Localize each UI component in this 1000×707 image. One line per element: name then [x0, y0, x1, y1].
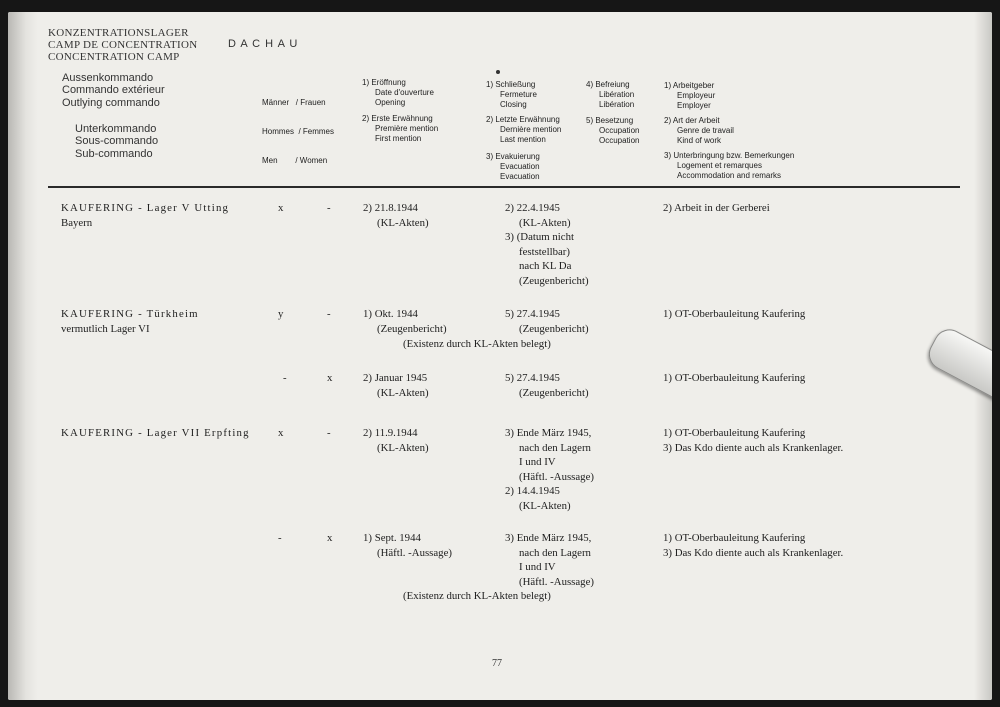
header-liberation	[586, 80, 634, 109]
opening-cell-r3	[363, 371, 429, 400]
women-mark: x	[327, 372, 333, 384]
remarks-line: 3) Das Kdo diente auch als Krankenlager.	[663, 441, 844, 454]
women-mark: x	[327, 532, 333, 544]
unter-en: Sub-commando	[75, 147, 153, 160]
header-kind-of-work	[664, 116, 734, 145]
header-accommodation-en: Accommodation and remarks	[677, 170, 782, 180]
closing-line: (Zeugenbericht)	[519, 322, 589, 335]
opening-line: 1) Okt. 1944	[363, 308, 418, 320]
header-closing-de: 1) Schließung	[486, 80, 536, 89]
closing-line: 5) 27.4.1945	[505, 308, 560, 320]
header-first-mention-fr: Première mention	[375, 123, 439, 133]
header-employer-en: Employer	[677, 100, 711, 110]
opening-line: 2) 11.9.1944	[363, 427, 418, 439]
header-evacuation-en: Evacuation	[500, 171, 540, 181]
opening-line: (KL-Akten)	[377, 216, 429, 229]
opening-line: 2) 21.8.1944	[363, 202, 418, 214]
closing-line: (Zeugenbericht)	[519, 274, 589, 287]
page-gutter-shadow	[8, 12, 38, 700]
closing-line: (Häftl. -Aussage)	[519, 470, 594, 483]
header-last-mention-fr: Dernière mention	[500, 124, 562, 134]
header-accommodation-de: 3) Unterbringung bzw. Bemerkungen	[664, 151, 795, 160]
header-opening-de: 1) Eröffnung	[362, 78, 406, 87]
unter-fr: Sous-commando	[75, 135, 159, 148]
entry-title: KAUFERING - Lager VII Erpfting	[61, 427, 250, 439]
header-occupation	[586, 116, 639, 145]
closing-cell-r3	[505, 371, 589, 400]
remarks-line: 1) OT-Oberbauleitung Kaufering	[663, 308, 806, 320]
remarks-line: 1) OT-Oberbauleitung Kaufering	[663, 532, 806, 544]
closing-line: 3) Ende März 1945,	[505, 532, 592, 544]
closing-line: feststellbar)	[519, 245, 570, 258]
closing-line: nach KL Da	[519, 260, 572, 273]
closing-line: I und IV	[519, 456, 556, 469]
header-liberation-de: 4) Befreiung	[586, 80, 630, 89]
header-last-mention-en: Last mention	[500, 134, 546, 144]
closing-cell-r1	[505, 201, 589, 289]
aussen-en: Outlying commando	[62, 96, 160, 109]
header-accommodation	[664, 151, 794, 180]
opening-cell-r1	[363, 201, 429, 230]
opening-cell-r4	[363, 426, 429, 455]
header-first-mention-en: First mention	[375, 133, 422, 143]
gender-header	[262, 78, 334, 186]
page-number: 77	[492, 658, 502, 669]
header-employer-de: 1) Arbeitgeber	[664, 81, 715, 90]
existence-note-r5: (Existenz durch KL-Akten belegt)	[403, 590, 551, 602]
header-occupation-en: Occupation	[599, 135, 640, 145]
closing-line: 3) (Datum nicht	[505, 231, 574, 244]
header-liberation-fr: Libération	[599, 89, 635, 99]
remarks-cell-r3	[663, 371, 805, 386]
header-closing-en: Closing	[500, 99, 527, 109]
remarks-line: 3) Das Kdo diente auch als Krankenlager.	[663, 546, 844, 559]
remarks-line: 1) OT-Oberbauleitung Kaufering	[663, 372, 806, 384]
remarks-line: 2) Arbeit in der Gerberei	[663, 202, 770, 214]
gender-en: Men / Women	[262, 156, 328, 166]
header-employer-fr: Employeur	[677, 90, 716, 100]
unter-de: Unterkommando	[75, 123, 157, 135]
entry-title: KAUFERING - Lager V Utting	[61, 202, 230, 214]
camp-label-en: CONCENTRATION CAMP	[48, 51, 180, 64]
women-mark: -	[327, 427, 331, 439]
opening-line: 1) Sept. 1944	[363, 532, 421, 544]
header-opening	[362, 78, 434, 107]
remarks-cell-r2	[663, 307, 805, 322]
header-employer	[664, 81, 715, 110]
header-occupation-fr: Occupation	[599, 125, 640, 135]
opening-line: (KL-Akten)	[377, 441, 429, 454]
header-occupation-de: 5) Besetzung	[586, 116, 634, 125]
aussen-de: Aussenkommando	[62, 72, 154, 84]
closing-line: (KL-Akten)	[519, 499, 571, 512]
header-accommodation-fr: Logement et remarques	[677, 160, 762, 170]
header-last-mention-de: 2) Letzte Erwähnung	[486, 115, 560, 124]
camp-name: D A C H A U	[228, 38, 299, 50]
women-mark: -	[327, 202, 331, 214]
opening-cell-r2	[363, 307, 447, 336]
closing-line: (Häftl. -Aussage)	[519, 575, 594, 588]
aussen-label	[62, 72, 165, 109]
closing-line: 2) 22.4.1945	[505, 202, 560, 214]
opening-line: (KL-Akten)	[377, 386, 429, 399]
existence-note-r2: (Existenz durch KL-Akten belegt)	[403, 338, 551, 350]
closing-cell-r4	[505, 426, 594, 514]
men-mark: x	[278, 427, 284, 439]
header-last-mention	[486, 115, 561, 144]
gender-de: Männer / Frauen	[262, 97, 326, 107]
camp-label-fr: CAMP DE CONCENTRATION	[48, 39, 198, 52]
header-evacuation-de: 3) Evakuierung	[486, 152, 540, 161]
closing-cell-r2	[505, 307, 589, 336]
header-first-mention	[362, 114, 438, 143]
closing-line: (KL-Akten)	[519, 216, 571, 229]
men-mark: -	[283, 372, 287, 384]
print-dot	[496, 70, 500, 74]
header-opening-en: Opening	[375, 97, 406, 107]
men-mark: -	[278, 532, 282, 544]
closing-line: 3) Ende März 1945,	[505, 427, 592, 439]
gender-fr: Hommes / Femmes	[262, 126, 335, 136]
opening-cell-r5	[363, 531, 452, 560]
closing-line: I und IV	[519, 561, 556, 574]
closing-line: 2) 14.4.1945	[505, 485, 560, 498]
entry-name-r2	[61, 307, 199, 336]
closing-line: nach den Lagern	[519, 441, 591, 454]
header-evacuation	[486, 152, 540, 181]
entry-name-r1	[61, 201, 229, 230]
closing-line: 5) 27.4.1945	[505, 372, 560, 384]
header-rule	[48, 186, 960, 188]
aussen-fr: Commando extérieur	[62, 84, 165, 97]
opening-line: 2) Januar 1945	[363, 372, 428, 384]
closing-line: (Zeugenbericht)	[519, 386, 589, 399]
entry-name-r4	[61, 426, 250, 441]
header-opening-fr: Date d'ouverture	[375, 87, 434, 97]
men-mark: y	[278, 308, 284, 320]
remarks-line: 1) OT-Oberbauleitung Kaufering	[663, 427, 806, 439]
entry-subtitle: vermutlich Lager VI	[61, 322, 150, 335]
remarks-cell-r4	[663, 426, 843, 455]
entry-subtitle: Bayern	[61, 216, 93, 229]
men-mark: x	[278, 202, 284, 214]
entry-title: KAUFERING - Türkheim	[61, 308, 199, 320]
header-kind-of-work-en: Kind of work	[677, 135, 722, 145]
header-kind-of-work-fr: Genre de travail	[677, 125, 734, 135]
header-closing-fr: Fermeture	[500, 89, 537, 99]
remarks-cell-r5	[663, 531, 843, 560]
unter-label	[75, 123, 158, 160]
closing-cell-r5	[505, 531, 594, 589]
header-kind-of-work-de: 2) Art der Arbeit	[664, 116, 720, 125]
camp-label	[48, 27, 198, 64]
header-evacuation-fr: Evacuation	[500, 161, 540, 171]
header-liberation-en: Libération	[599, 99, 635, 109]
camp-label-de: KONZENTRATIONSLAGER	[48, 27, 189, 39]
closing-line: nach den Lagern	[519, 546, 591, 559]
header-first-mention-de: 2) Erste Erwähnung	[362, 114, 433, 123]
women-mark: -	[327, 308, 331, 320]
header-closing	[486, 80, 537, 109]
opening-line: (Zeugenbericht)	[377, 322, 447, 335]
remarks-cell-r1	[663, 201, 770, 216]
opening-line: (Häftl. -Aussage)	[377, 546, 452, 559]
document-page	[8, 12, 992, 700]
